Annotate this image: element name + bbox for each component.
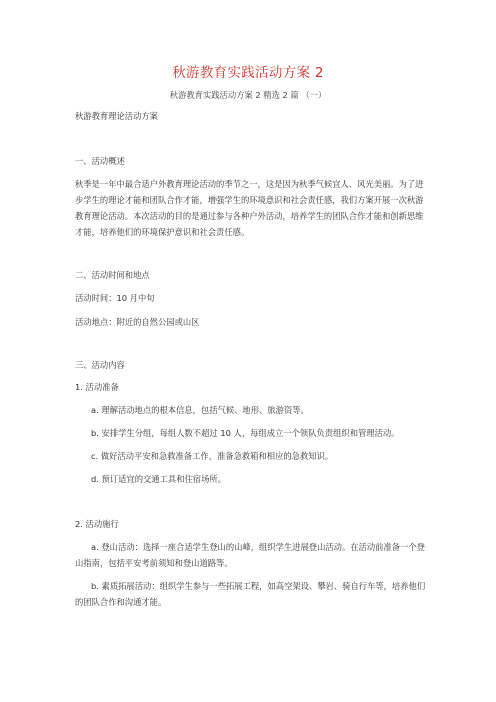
exec-item-b: b. 素质拓展活动：组织学生参与一些拓展工程，如高空架设、攀岩、骑自行车等，培养他们的团队合作和沟通才能。 xyxy=(75,581,426,607)
section-content-heading: 三、活动内容 xyxy=(75,360,125,370)
prep-item-c: c. 做好活动平安和急救准备工作，准备急救箱和相应的急救知识。 xyxy=(91,451,334,461)
exec-heading: 2. 活动施行 xyxy=(75,519,119,529)
section-time-place-heading: 二、活动时间和地点 xyxy=(75,270,150,280)
document-subtitle: 秋游教育实践活动方案 2 精选 2 篇 （一） xyxy=(169,90,327,100)
section-overview-heading: 一、活动概述 xyxy=(75,156,125,166)
prep-item-b: b. 安排学生分组，每组人数不超过 10 人，每组成立一个领队负责组织和管理活动。 xyxy=(91,428,400,438)
plan-heading: 秋游教育理论活动方案 xyxy=(75,111,158,121)
prep-item-d: d. 预订适宜的交通工具和住宿场所。 xyxy=(91,474,226,484)
section-overview-body: 秋季是一年中最合适户外教育理论活动的季节之一，这是因为秋季气候宜人、风光美丽。为了进步学生的理论才能和团队合作才能，增强学生的环境意识和社会责任感，我们方案开展一次秋游教育理论活动。本次活动的目的是通过参与各种户外活动，培养学生的团队合作才能和创新思维才能，培养他们的环境保护意识和社会责任感。 xyxy=(75,179,424,237)
activity-time: 活动时间：10 月中旬 xyxy=(75,293,155,303)
exec-item-a: a. 登山活动：选择一座合适学生登山的山峰，组织学生进展登山活动。在活动前准备一个登山指南，包括平安考前须知和登山道路等。 xyxy=(75,542,425,568)
prep-item-a: a. 理解活动地点的根本信息，包括气候、地形、旅游资等。 xyxy=(91,405,309,415)
document-title: 秋游教育实践活动方案 2 xyxy=(172,65,324,81)
prep-heading: 1. 活动准备 xyxy=(75,382,119,392)
activity-place: 活动地点：附近的自然公园或山区 xyxy=(75,317,200,327)
